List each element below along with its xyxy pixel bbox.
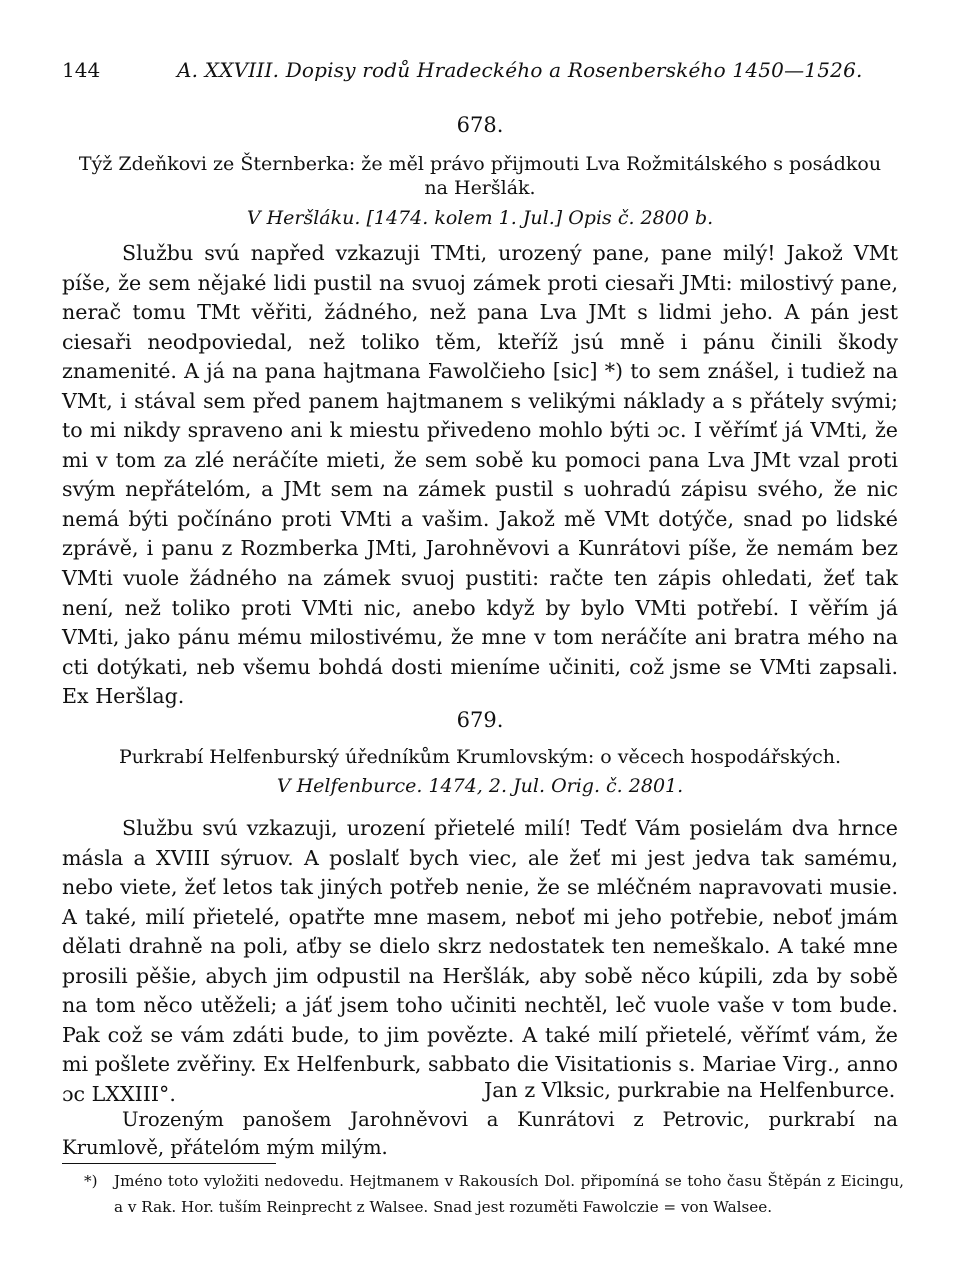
entry-dateline-678: V Heršláku. [1474. kolem 1. Jul.] Opis č. 2800 b.	[246, 207, 714, 229]
entry-summary-line: Purkrabí Helfenburský úředníkům Krumlovským: o věcech hospodářských.	[118, 746, 842, 768]
entry-summary-679	[62, 745, 898, 769]
letter-signature: Jan z Vlksic, purkrabie na Helfenburce.	[484, 1078, 896, 1102]
page-number: 144	[62, 58, 101, 82]
entry-dateline-679: V Helfenburce. 1474, 2. Jul. Orig. č. 2801.	[276, 775, 684, 797]
entry-number-679: 679.	[456, 708, 504, 732]
footnote-mark: *)	[84, 1172, 98, 1190]
letter-body-678	[62, 239, 898, 712]
footnote	[84, 1168, 904, 1220]
address-text: Urozeným panošem Jarohněvovi a Kunrátovi z Petrovic, purkrabí na Krumlově, přátelóm mým milým.	[62, 1108, 898, 1159]
running-title: A. XXVIII. Dopisy rodů Hradeckého a Rosenberského 1450—1526.	[177, 58, 863, 82]
footnote-divider	[62, 1163, 276, 1164]
letter-body-679	[62, 814, 898, 1109]
letter-text: Službu svú napřed vzkazuji TMti, urozený pane, pane milý! Jakož VMt píše, že sem nějaké lidi pustil na svuoj zámek proti ciesaři JMti: milostivý pane, nerač tomu TMt věřiti, žádného, než pana Lva JMt s lidmi jeho. A pán jest ciesaři neodpoviedal, než toliko těm, kteříž jsú mně i pánu činili škody znamenité. A já na pana hajtmana Fawolčieho [sic] *) to sem znášel, i tudiež na VMt, i stával sem před panem hajtmanem s velikými náklady a s přátely svými; to mi nikdy spraveno ani k miestu přivedeno mohlo býti ɔc. I věřímť já VMti, že mi v tom za zlé neráčíte mieti, že sem sobě ku pomoci pana Lva JMt vzal proti svým nepřátelóm, a JMt sem na zámek pustil s uohradú zápisu svého, že nic nemá býti počínáno proti VMti a vašim. Jakož mě VMt dotýče, snad po lidské zprávě, i panu z Rozmberka JMti, Jarohněvovi a Kunrátovi píše, že nemám bez VMti vuole žádného na zámek svuoj pustiti: račte ten zápis ohledati, žeť tak není, než toliko proti VMti nic, anebo když by bylo VMti potřebí. I věřím já VMti, jako pánu mému milostivému, že mne v tom neráčíte ani bratra mého na cti dotýkati, neb všemu bohdá dosti mieníme učiniti, což jsme se VMti zapsali. Ex Heršlag.	[62, 241, 898, 709]
entry-summary-line: na Heršlák.	[424, 177, 536, 199]
letter-address	[62, 1106, 898, 1161]
entry-number-678: 678.	[456, 113, 504, 137]
page-header	[62, 58, 898, 88]
footnote-text: Jméno toto vyložiti nedovedu. Hejtmanem v Rakousích Dol. připomíná se toho času Štěpán z Eicingu, a v Rak. Hor. tuším Reinprecht z Walsee. Snad jest rozuměti Fawolczie = von Walsee.	[114, 1172, 904, 1216]
letter-text: Službu svú vzkazuji, urození přietelé milí! Tedť Vám posielám dva hrnce másla a XVIII sýruov. A poslalť bych viec, ale žeť mi jest jedva tak samému, nebo viete, žeť letos tak jiných potřeb nenie, že se mléčném napravovati musie. A také, milí přietelé, opatřte mne masem, neboť mi jeho potřebie, neboť jmám dělati drahně na poli, aťby se dielo skrz nedostatek ten nemeškalo. A také mne prosili pěšie, abych jim odpustil na Heršlák, aby sobě něco kúpili, zda by sobě na tom něco utěželi; a jáť jsem toho učiniti nechtěl, leč vuole vaše v tom bude. Pak což se vám zdáti bude, to jim povězte. A také milí přietelé, věřímť vám, že mi pošlete zvěřiny. Ex Helfenburk, sabbato die Visitationis s. Mariae Virg., anno ɔc LXXIII°.	[62, 816, 898, 1106]
entry-summary-678	[62, 152, 898, 200]
entry-summary-line: Týž Zdeňkovi ze Šternberka: že měl právo přijmouti Lva Rožmitálského s posádkou	[78, 153, 882, 175]
